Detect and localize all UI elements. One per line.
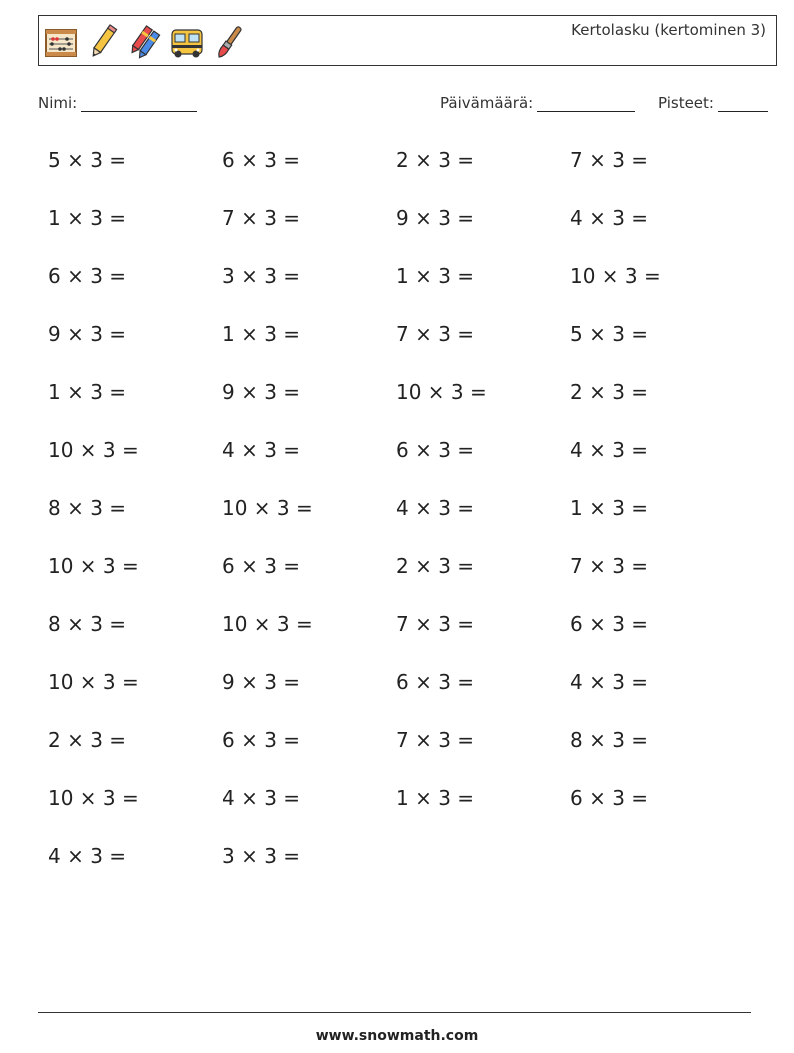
problem-row [48,670,748,728]
problem: 6 × 3 = [570,786,649,810]
pencil-icon [85,22,121,62]
problem: 4 × 3 = [396,496,475,520]
problem: 10 × 3 = [48,786,139,810]
worksheet-title: Kertolasku (kertominen 3) [571,21,766,39]
footer-divider [38,1012,751,1013]
problem: 8 × 3 = [48,496,127,520]
abacus-icon [43,22,79,62]
crayons-icon [127,22,163,62]
problem: 1 × 3 = [396,786,475,810]
worksheet-header [38,15,777,66]
problem: 4 × 3 = [222,438,301,462]
problem: 7 × 3 = [396,322,475,346]
problem: 3 × 3 = [222,264,301,288]
problem: 7 × 3 = [570,148,649,172]
problem: 2 × 3 = [396,148,475,172]
score-field [658,94,768,112]
date-field [440,94,635,112]
problem-row [48,206,748,264]
footer-website: www.snowmath.com [315,1028,479,1044]
school-bus-icon [169,22,205,62]
problem: 10 × 3 = [570,264,661,288]
problem: 8 × 3 = [570,728,649,752]
problem: 5 × 3 = [48,148,127,172]
problem: 7 × 3 = [222,206,301,230]
problem: 7 × 3 = [396,612,475,636]
problem-row [48,322,748,380]
problem: 10 × 3 = [48,554,139,578]
problem-row [48,148,748,206]
problem: 7 × 3 = [570,554,649,578]
name-field [38,94,197,112]
problem: 6 × 3 = [222,728,301,752]
problem: 4 × 3 = [570,438,649,462]
problem: 6 × 3 = [48,264,127,288]
problem: 6 × 3 = [396,438,475,462]
problem: 9 × 3 = [48,322,127,346]
problem: 2 × 3 = [570,380,649,404]
problem: 10 × 3 = [48,438,139,462]
problem: 3 × 3 = [222,844,301,868]
problem: 1 × 3 = [48,206,127,230]
score-label: Pisteet: [658,94,714,112]
problem: 1 × 3 = [396,264,475,288]
problem: 1 × 3 = [570,496,649,520]
problem: 9 × 3 = [222,670,301,694]
problem: 4 × 3 = [570,206,649,230]
problem: 1 × 3 = [48,380,127,404]
problem-grid [48,148,748,902]
score-line [718,95,768,112]
name-line [81,95,197,112]
problem: 5 × 3 = [570,322,649,346]
problem: 4 × 3 = [222,786,301,810]
problem: 4 × 3 = [48,844,127,868]
problem: 6 × 3 = [222,148,301,172]
problem: 10 × 3 = [48,670,139,694]
problem: 7 × 3 = [396,728,475,752]
name-label: Nimi: [38,94,78,112]
problem: 6 × 3 = [570,612,649,636]
problem-row [48,554,748,612]
problem-row [48,786,748,844]
date-label: Päivämäärä: [440,94,534,112]
problem-row [48,264,748,322]
problem: 6 × 3 = [396,670,475,694]
problem-row [48,728,748,786]
problem-row [48,380,748,438]
problem: 8 × 3 = [48,612,127,636]
header-icons [43,21,247,63]
problem: 4 × 3 = [570,670,649,694]
problem: 6 × 3 = [222,554,301,578]
problem: 9 × 3 = [222,380,301,404]
problem: 1 × 3 = [222,322,301,346]
problem: 2 × 3 = [48,728,127,752]
paintbrush-icon [211,22,247,62]
problem-row [48,496,748,554]
problem: 2 × 3 = [396,554,475,578]
problem-row [48,438,748,496]
problem: 10 × 3 = [222,496,313,520]
problem: 10 × 3 = [222,612,313,636]
problem: 10 × 3 = [396,380,487,404]
problem-row [48,612,748,670]
date-line [537,95,635,112]
problem-row [48,844,748,902]
problem: 9 × 3 = [396,206,475,230]
